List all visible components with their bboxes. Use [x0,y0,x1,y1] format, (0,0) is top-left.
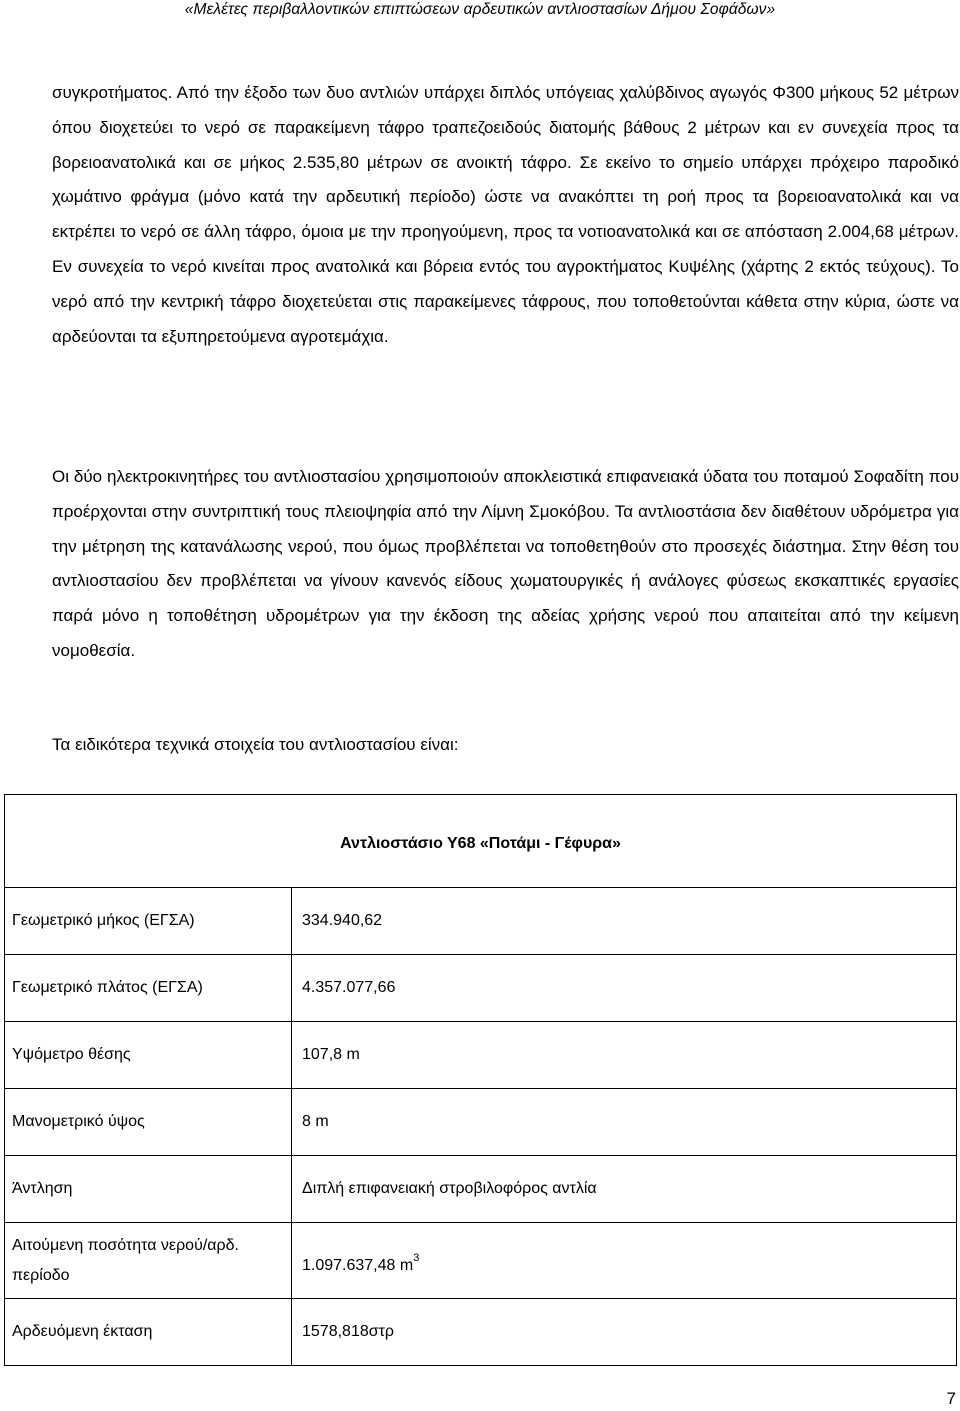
spec-value-wrapper [302,1252,420,1274]
table-title: Αντλιοστάσιο Υ68 «Ποτάμι - Γέφυρα» [5,795,957,888]
table-row [5,1022,957,1089]
table-row [5,1299,957,1366]
table-row [5,1156,957,1223]
table-row [5,1223,957,1299]
spec-label: Υψόμετρο θέσης [5,1022,292,1089]
table-row [5,1089,957,1156]
spec-label: Μανομετρικό ύψος [5,1089,292,1156]
spec-value: 1578,818στρ [292,1299,957,1366]
spec-label: Αρδευόμενη έκταση [5,1299,292,1366]
spec-label: Γεωμετρικό μήκος (ΕΓΣΑ) [5,888,292,955]
spec-value: 4.357.077,66 [292,955,957,1022]
spec-value: 8 m [292,1089,957,1156]
page-number: 7 [946,1389,956,1408]
paragraph-technical-intro: Τα ειδικότερα τεχνικά στοιχεία του αντλιοστασίου είναι: [52,735,459,754]
spec-label [5,1223,292,1299]
spec-label-line2: περίοδο [12,1266,70,1284]
spec-value [292,1223,957,1299]
spec-label: Γεωμετρικό πλάτος (ΕΓΣΑ) [5,955,292,1022]
pumping-station-spec-table [4,794,957,1366]
paragraph-water-source: Οι δύο ηλεκτροκινητήρες του αντλιοστασίου χρησιμοποιούν αποκλειστικά επιφανειακά ύδατα του ποταμού Σοφαδίτη που προέρχονται στην συντριπτική τους πλειοψηφία από την Λίμνη Σμοκόβου. Τα αντλιοστάσια δεν διαθέτουν υδρόμετρα για την μέτρηση της κατανάλωσης νερού, που όμως προβλέπεται να τοποθετηθούν στο προσεχές διάστημα. Στην θέση του αντλιοστασίου δεν προβλέπεται να γίνουν κανενός είδους χωματουργικές ή ανάλογες φύσεως εκσκαπτικές εργασίες παρά μόνο η τοποθέτηση υδρομέτρων για την έκδοση της αδείας χρήσης νερού που απαιτείται από την κείμενη νομοθεσία. [52,467,959,660]
paragraph-pipeline-description: συγκροτήματος. Από την έξοδο των δυο αντλιών υπάρχει διπλός υπόγειας χαλύβδινος αγωγός Φ300 μήκους 52 μέτρων όπου διοχετεύει το νερό σε παρακείμενη τάφρο τραπεζοειδούς διατομής βάθους 2 μέτρων και εν συνεχεία προς τα βορειοανατολικά και σε μήκος 2.535,80 μέτρων σε ανοικτή τάφρο. Σε εκείνο το σημείο υπάρχει πρόχειρο παροδικό χωμάτινο φράγμα (μόνο κατά την αρδευτική περίοδο) ώστε να ανακόπτει τη ροή προς τα βορειοανατολικά και να εκτρέπει το νερό σε άλλη τάφρο, όμοια με την προηγούμενη, προς τα νοτιοανατολικά και σε απόσταση 2.004,68 μέτρων. Εν συνεχεία το νερό κινείται προς ανατολικά και βόρεια εντός του αγροκτήματος Κυψέλης (χάρτης 2 εκτός τεύχους). Το νερό από την κεντρική τάφρο διοχετεύεται στις παρακείμενες τάφρους, που τοποθετούνται κάθετα στην κύρια, ώστε να αρδεύονται τα εξυπηρετούμενα αγροτεμάχια. [52,83,959,346]
cubic-superscript: 3 [413,1252,420,1265]
spec-value: 334.940,62 [292,888,957,955]
spec-value-number: 1.097.637,48 m [302,1256,414,1274]
spec-label: Άντληση [5,1156,292,1223]
table-row [5,955,957,1022]
table-title-row [5,795,957,888]
table-row [5,888,957,955]
document-header-title: «Μελέτες περιβαλλοντικών επιπτώσεων αρδευτικών αντλιοστασίων Δήμου Σοφάδων» [184,1,776,18]
spec-label-line1: Αιτούμενη ποσότητα νερού/αρδ. [12,1236,239,1254]
spec-value: 107,8 m [292,1022,957,1089]
spec-value: Διπλή επιφανειακή στροβιλοφόρος αντλία [292,1156,957,1223]
